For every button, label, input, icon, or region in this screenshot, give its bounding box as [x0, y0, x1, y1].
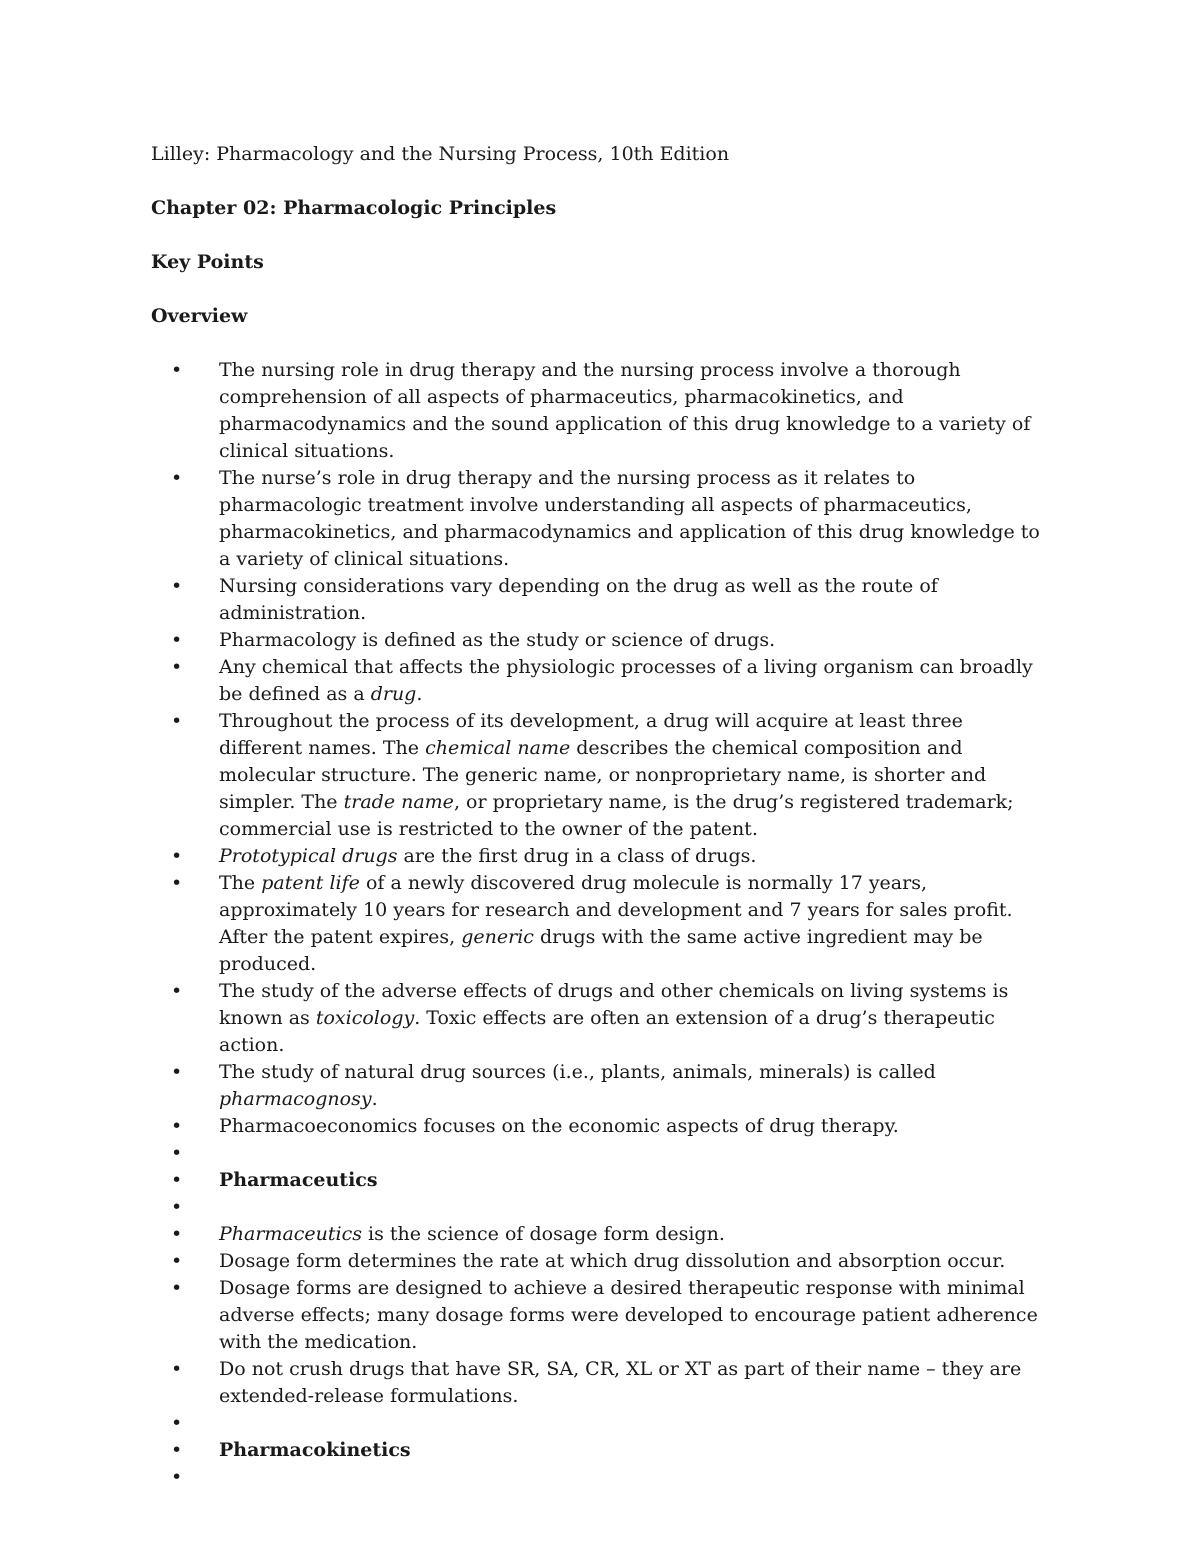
list-item-text	[219, 872, 1013, 975]
text-run: are the first drug in a class of drugs.	[397, 845, 757, 867]
list-item-text	[219, 656, 1033, 705]
list-item-text: Dosage form determines the rate at which drug dissolution and absorption occur.	[219, 1250, 1006, 1272]
list-item-text	[219, 980, 1008, 1056]
text-run: . Toxic effects are often an extension of a drug’s therapeutic action.	[219, 1007, 995, 1056]
emphasis-term: toxicology	[315, 1007, 415, 1029]
list-item	[151, 654, 1051, 708]
text-run: describes the chemical composition and molecular structure. The generic name, or nonproprietary name, is shorter and simpler. The	[219, 737, 987, 813]
list-item-text: Pharmacology is defined as the study or science of drugs.	[219, 629, 776, 651]
bullet-icon: •	[171, 467, 183, 489]
text-run: The study of natural drug sources (i.e., plants, animals, minerals) is called	[219, 1061, 936, 1083]
list-item-text	[219, 710, 1014, 840]
list-item-section-heading	[151, 1167, 1051, 1194]
text-run: of a newly discovered drug molecule is normally 17 years, approximately 10 years for research and development and 7 years for sales profit. After the patent expires,	[219, 872, 1013, 948]
list-item-text: Nursing considerations vary depending on the drug as well as the route of administration.	[219, 575, 938, 624]
pharmaceutics-heading: Pharmaceutics	[219, 1169, 378, 1191]
list-item-text: Dosage forms are designed to achieve a desired therapeutic response with minimal adverse effects; many dosage forms were developed to encourage patient adherence with the medication.	[219, 1277, 1038, 1353]
key-points-list	[151, 357, 1051, 1491]
bullet-icon: •	[171, 1277, 183, 1299]
pharmacokinetics-heading: Pharmacokinetics	[219, 1439, 411, 1461]
bullet-icon: •	[171, 1439, 183, 1461]
empty-list-item	[151, 1464, 1051, 1491]
bullet-icon: •	[171, 1250, 183, 1272]
bullet-icon: •	[171, 629, 183, 651]
list-item	[151, 1275, 1051, 1356]
emphasis-term: drug	[370, 683, 417, 705]
bullet-icon: •	[171, 872, 183, 894]
list-item	[151, 708, 1051, 843]
overview-heading: Overview	[151, 305, 248, 327]
list-item-section-heading	[151, 1437, 1051, 1464]
text-run: The study of the adverse effects of drugs and other chemicals on living systems is known as	[219, 980, 1009, 1029]
list-item	[151, 978, 1051, 1059]
bullet-icon: •	[171, 359, 183, 381]
list-item	[151, 627, 1051, 654]
list-item	[151, 465, 1051, 573]
text-run: , or proprietary name, is the drug’s registered trademark; commercial use is restricted to the owner of the patent.	[219, 791, 1014, 840]
list-item	[151, 1113, 1051, 1140]
list-item-text: Pharmacoeconomics focuses on the economic aspects of drug therapy.	[219, 1115, 899, 1137]
emphasis-term: generic	[461, 926, 534, 948]
list-item	[151, 1356, 1051, 1410]
text-run: Throughout the process of its development, a drug will acquire at least three different names. The	[219, 710, 963, 759]
emphasis-term: trade name	[343, 791, 454, 813]
empty-list-item	[151, 1194, 1051, 1221]
bullet-icon: •	[171, 1196, 183, 1218]
list-item-text	[219, 1223, 725, 1245]
list-item-text: The nursing role in drug therapy and the nursing process involve a thorough comprehension of all aspects of pharmaceutics, pharmacokinetics, and pharmacodynamics and the sound application of this drug knowledge to a variety of clinical situations.	[219, 359, 1031, 462]
book-title: Lilley: Pharmacology and the Nursing Process, 10th Edition	[151, 143, 730, 165]
list-item	[151, 357, 1051, 465]
bullet-icon: •	[171, 710, 183, 732]
chapter-title: Chapter 02: Pharmacologic Principles	[151, 197, 557, 219]
bullet-icon: •	[171, 656, 183, 678]
list-item	[151, 573, 1051, 627]
bullet-icon: •	[171, 1115, 183, 1137]
list-item	[151, 870, 1051, 978]
list-item	[151, 1059, 1051, 1113]
list-item	[151, 843, 1051, 870]
bullet-icon: •	[171, 845, 183, 867]
list-item-text	[219, 845, 756, 867]
bullet-icon: •	[171, 1142, 183, 1164]
text-run: .	[371, 1088, 378, 1110]
list-item	[151, 1248, 1051, 1275]
text-run: .	[416, 683, 423, 705]
text-run: Any chemical that affects the physiologic processes of a living organism can broadly be defined as a	[219, 656, 1033, 705]
emphasis-term: Prototypical drugs	[219, 845, 398, 867]
emphasis-term: pharmacognosy	[219, 1088, 372, 1110]
bullet-icon: •	[171, 1223, 183, 1245]
text-run: The	[219, 872, 262, 894]
emphasis-term: Pharmaceutics	[219, 1223, 363, 1245]
bullet-icon: •	[171, 1358, 183, 1380]
list-item	[151, 1221, 1051, 1248]
bullet-icon: •	[171, 1412, 183, 1434]
emphasis-term: chemical name	[425, 737, 571, 759]
bullet-icon: •	[171, 575, 183, 597]
text-run: is the science of dosage form design.	[362, 1223, 725, 1245]
list-item-text: The nurse’s role in drug therapy and the nursing process as it relates to pharmacologic treatment involve understanding all aspects of pharmaceutics, pharmacokinetics, and pharmacodynamics and application of this drug knowledge to a variety of clinical situations.	[219, 467, 1040, 570]
text-run: drugs with the same active ingredient may be produced.	[219, 926, 983, 975]
empty-list-item	[151, 1410, 1051, 1437]
list-item-text	[219, 1061, 936, 1110]
bullet-icon: •	[171, 980, 183, 1002]
bullet-icon: •	[171, 1061, 183, 1083]
bullet-icon: •	[171, 1466, 183, 1488]
empty-list-item	[151, 1140, 1051, 1167]
emphasis-term: patent life	[261, 872, 360, 894]
list-item-text: Do not crush drugs that have SR, SA, CR, XL or XT as part of their name – they are extended-release formulations.	[219, 1358, 1022, 1407]
bullet-icon: •	[171, 1169, 183, 1191]
key-points-heading: Key Points	[151, 251, 264, 273]
document-page	[151, 141, 1051, 1491]
